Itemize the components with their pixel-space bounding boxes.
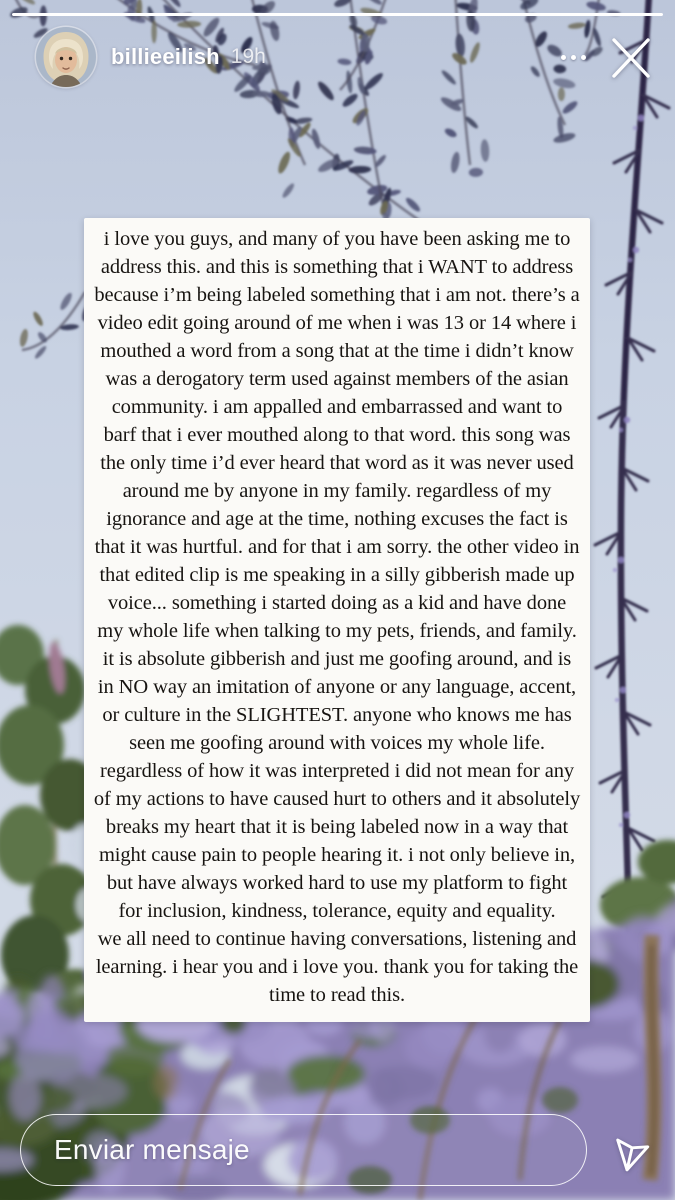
avatar[interactable] bbox=[36, 27, 96, 87]
statement-paragraph-1: i love you guys, and many of you have been asking me to address this. and this is something that i WANT to address because i’m being labeled something that i am not. there’s a video edit going around of me when i was 13 or 14 where i mouthed a word from a song that at the time i didn’t know was a derogatory term used against members of the asian community. i am appalled and embarrassed and want to barf that i ever mouthed along to that word. this song was the only time i’d ever heard that word as it was never used around me by anyone in my family. regardless of my ignorance and age at the time, nothing excuses the fact is that it was hurtful. and for that i am sorry. the other video in that edited clip is me speaking in a silly gibberish made up voice... something i started doing as a kid and have done my whole life when talking to my pets, friends, and family. it is absolute gibberish and just me goofing around, and is in NO way an imitation of anyone or any language, accent, or culture in the SLIGHTEST. anyone who knows me has seen me goofing around with voices my whole life. regardless of how it was interpreted i did not mean for any of my actions to have caused hurt to others and it absolutely breaks my heart that it is being labeled now in a way that might cause pain to people hearing it. i not only believe in, but have always worked hard to use my platform to fight for inclusion, kindness, tolerance, equity and equality. bbox=[93, 228, 581, 922]
story-progress-bar bbox=[12, 13, 663, 16]
statement-card bbox=[84, 218, 590, 1022]
avatar-image bbox=[36, 27, 96, 87]
story-progress-fill bbox=[12, 13, 663, 16]
paper-plane-icon bbox=[599, 1121, 655, 1177]
statement-paragraph-2: we all need to continue having conversations, listening and learning. i hear you and i love you. thank you for taking the time to read this. bbox=[95, 928, 579, 1006]
message-placeholder: Enviar mensaje bbox=[54, 1134, 250, 1165]
more-options-icon[interactable] bbox=[550, 27, 596, 87]
story-timestamp: 19h bbox=[230, 45, 266, 68]
username[interactable]: billieeilish bbox=[111, 44, 220, 69]
message-input[interactable] bbox=[20, 1114, 587, 1186]
story-header bbox=[36, 27, 266, 87]
send-message-icon[interactable] bbox=[599, 1121, 655, 1177]
close-icon[interactable] bbox=[608, 36, 654, 80]
